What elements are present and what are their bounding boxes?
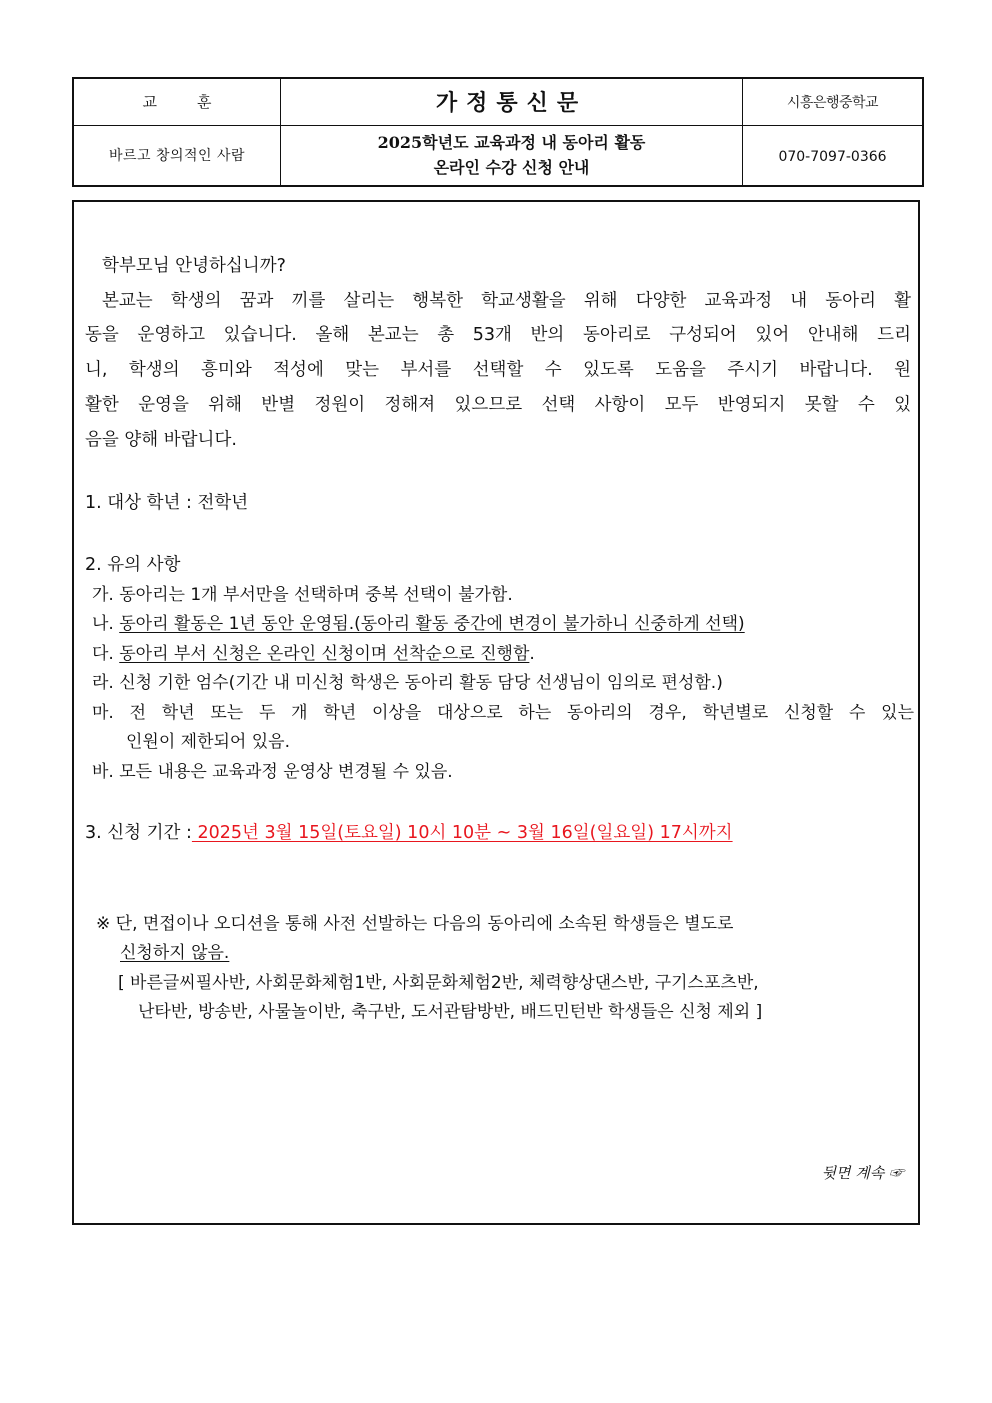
motto-cell <box>73 125 281 186</box>
notice-item-na <box>92 613 745 635</box>
doc-title-cell <box>281 78 743 125</box>
notice-item-na-prefix: 나. <box>92 614 120 634</box>
section-3-period <box>85 822 733 844</box>
school-name: 시흥은행중학교 <box>786 94 879 111</box>
notice-item-ma-line-2: 인원이 제한되어 있음. <box>126 732 291 752</box>
exception-note-line-1 <box>96 913 733 935</box>
intro-line-4: 활한 운영을 위해 반별 정원이 정해져 있으므로 선택 사항이 모두 반영되지 못할 수 있 <box>85 395 911 415</box>
section-1-target-grade: 1. 대상 학년 : 전학년 <box>85 493 249 513</box>
exception-note-text: 단, 면접이나 오디션을 통해 사전 선발하는 다음의 동아리에 소속된 학생들은 별도로 <box>115 914 734 934</box>
greeting: 학부모님 안녕하십니까? <box>102 256 286 276</box>
notice-item-ma-line-1: 마. 전 학년 또는 두 개 학년 이상을 대상으로 하는 동아리의 경우, 학년별로 신청할 수 있는 <box>92 703 914 723</box>
exception-note-underlined: 신청하지 않음. <box>120 943 230 963</box>
notice-item-ba: 바. 모든 내용은 교육과정 운영상 변경될 수 있음. <box>92 762 453 782</box>
continued-overleaf: 뒷면 계속 ☞ <box>821 1164 904 1182</box>
school-name-cell <box>743 78 924 125</box>
exception-club-list-line-2: 난타반, 방송반, 사물놀이반, 축구반, 도서관탐방반, 배드민턴반 학생들은 신청 제외 ] <box>138 1002 763 1022</box>
intro-line-5: 음을 양해 바랍니다. <box>85 430 237 450</box>
phone-number: 070-7097-0366 <box>778 148 887 165</box>
subject-line-2: 온라인 수강 신청 안내 <box>433 158 590 178</box>
intro-line-1: 본교는 학생의 꿈과 끼를 살리는 행복한 학교생활을 위해 다양한 교육과정 내 동아리 활 <box>102 291 911 311</box>
notice-item-da-suffix: . <box>529 644 535 664</box>
notice-item-ra: 라. 신청 기한 엄수(기간 내 미신청 학생은 동아리 활동 담당 선생님이 임의로 편성함.) <box>92 673 723 693</box>
intro-line-3: 니, 학생의 흥미와 적성에 맞는 부서를 선택할 수 있도록 도움을 주시기 바랍니다. 원 <box>85 360 911 380</box>
header-table <box>72 77 924 187</box>
notice-item-da <box>92 643 535 665</box>
motto-label-cell <box>73 78 281 125</box>
notice-item-da-prefix: 다. <box>92 644 120 664</box>
exception-club-list-line-1: [ 바른글씨필사반, 사회문화체험1반, 사회문화체험2반, 체력향상댄스반, 구기스포츠반, <box>118 973 759 993</box>
notice-item-ga: 가. 동아리는 1개 부서만을 선택하며 중복 선택이 불가함. <box>92 585 513 605</box>
application-period: 2025년 3월 15일(토요일) 10시 10분 ~ 3월 16일(일요일) 17시까지 <box>191 823 733 843</box>
section-2-title: 2. 유의 사항 <box>85 555 181 575</box>
phone-cell <box>743 125 924 186</box>
notice-item-da-underlined: 동아리 부서 신청은 온라인 신청이며 선착순으로 진행함 <box>119 644 530 664</box>
subject-cell <box>281 125 743 186</box>
doc-title: 가정통신문 <box>435 91 588 117</box>
motto-text: 바르고 창의적인 사람 <box>108 148 246 165</box>
section-3-prefix: 3. 신청 기간 : <box>85 823 192 843</box>
intro-line-2: 동을 운영하고 있습니다. 올해 본교는 총 53개 반의 동아리로 구성되어 있어 안내해 드리 <box>85 325 911 345</box>
motto-label: 교훈 <box>142 93 252 112</box>
exception-note-line-2 <box>120 942 229 964</box>
subject-line-1: 2025학년도 교육과정 내 동아리 활동 <box>377 133 646 153</box>
reference-mark: ※ <box>96 914 111 934</box>
letter-body <box>72 200 920 1225</box>
notice-item-na-underlined: 동아리 활동은 1년 동안 운영됨.(동아리 활동 중간에 변경이 불가하니 신중하게 선택) <box>119 614 745 634</box>
